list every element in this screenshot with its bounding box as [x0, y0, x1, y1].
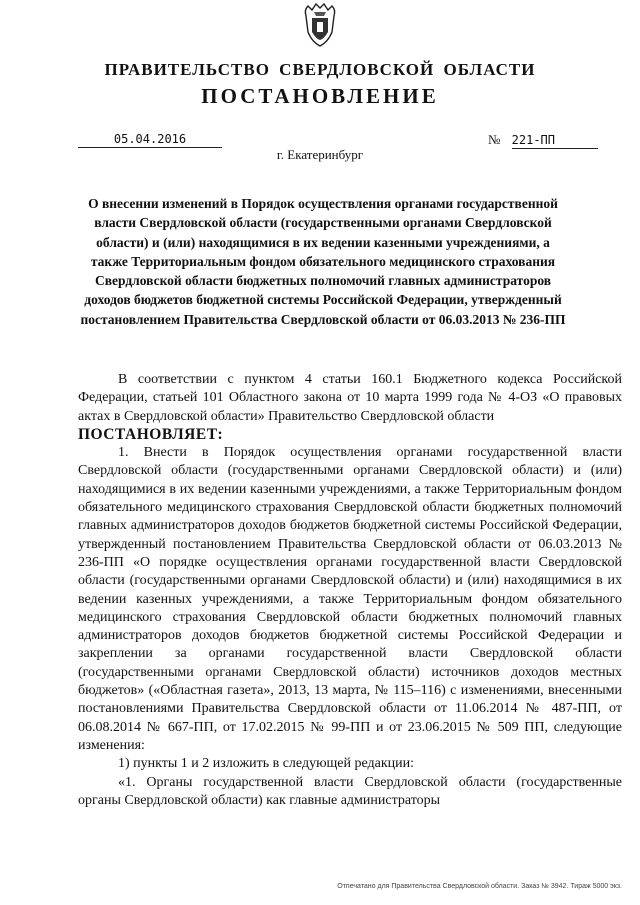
print-footer: Отпечатано для Правительства Свердловской области. Заказ № 3942. Тираж 5000 экз. [337, 883, 622, 890]
coat-of-arms-emblem [302, 2, 338, 48]
document-title: О внесении изменений в Порядок осуществления органами государственной власти Свердловской области (государственными органами Свердловской области) и (или) находящимися в их ведении казенными учреждениями, а также Территориальным фондом обязательного медицинского страхования Свердловской области бюджетных полномочий главных администраторов доходов бюджетов бюджетной системы Российской Федерации, утвержденный постановлением Правительства Свердловской области от 06.03.2013 № 236-ПП [80, 196, 566, 327]
document-number: 221-ПП [512, 133, 598, 149]
document-date: 05.04.2016 [78, 132, 222, 148]
quote-paragraph: «1. Органы государственной власти Свердловской области (государственные органы Свердловской области) как главные администраторы [78, 774, 622, 808]
government-name: ПРАВИТЕЛЬСТВО СВЕРДЛОВСКОЙ ОБЛАСТИ [104, 60, 536, 79]
document-body [78, 371, 622, 810]
document-city: г. Екатеринбург [276, 147, 364, 162]
document-type: ПОСТАНОВЛЕНИЕ [201, 84, 439, 108]
item-1-1-paragraph: 1) пункты 1 и 2 изложить в следующей редакции: [118, 756, 415, 772]
number-label: № [488, 132, 501, 147]
preamble-paragraph: В соответствии с пунктом 4 статьи 160.1 Бюджетного кодекса Российской Федерации, статьей 101 Областного закона от 10 марта 1999 года № 4-ОЗ «О правовых актах в Свердловской области» Правительство Свердловской области [78, 372, 622, 424]
resolve-heading: ПОСТАНОВЛЯЕТ: [78, 425, 224, 443]
item-1-paragraph: 1. Внести в Порядок осуществления органами государственной власти Свердловской области (государственными органами Свердловской области) и (или) находящимися в их ведении казенными учреждениями, а также Территориальным фондом обязательного медицинского страхования Свердловской области бюджетных полномочий главных администраторов доходов бюджетов бюджетной системы Российской Федерации, утвержденный постановлением Правительства Свердловской области от 06.03.2013 № 236-ПП «О порядке осуществления органами государственной власти Свердловской области (государственными органами Свердловской области) и (или) находящимися в их ведении казенных учреждениями, а также Территориальным фондом обязательного медицинского страхования Свердловской области бюджетных полномочий главных администраторов доходов бюджетов бюджетной системы Российской Федерации и закреплении за органами государственной власти Свердловской области (государственными органами Свердловской области) источников доходов местных бюджетов» («Областная газета», 2013, 13 марта, № 115–116) с изменениями, внесенными постановлениями Правительства Свердловской области от 11.06.2014 № 487-ПП, от 06.08.2014 № 667-ПП, от 17.02.2015 № 99-ПП и от 23.06.2015 № 509 ПП, следующие изменения: [78, 445, 622, 753]
